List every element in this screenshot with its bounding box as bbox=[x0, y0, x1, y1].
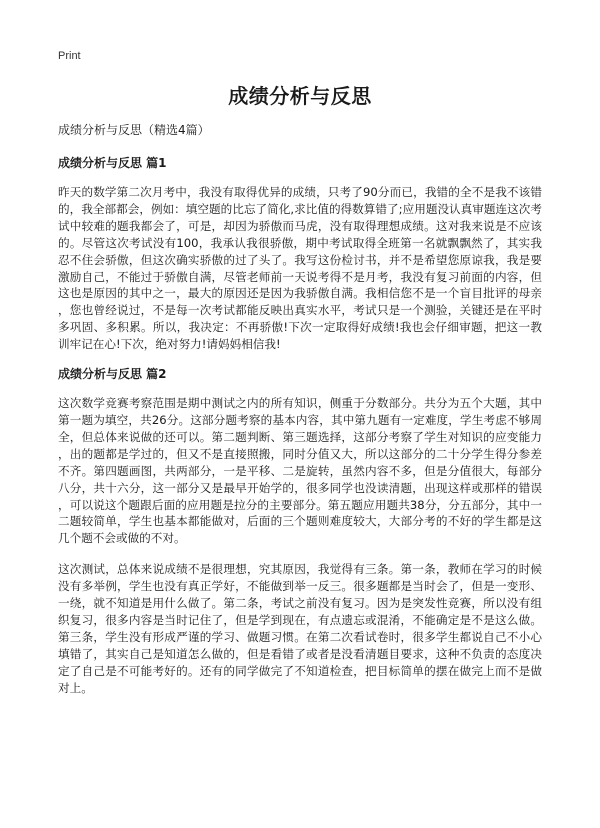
print-link[interactable]: Print bbox=[58, 50, 81, 62]
document-body bbox=[58, 122, 542, 710]
section-heading-1: 成绩分析与反思 篇1 bbox=[58, 156, 167, 170]
section-2-paragraph-2: 这次测试，总体来说成绩不是很理想，究其原因，我觉得有三条。第一条，教师在学习的时候没有多举例，学生也没有真正学好，不能做到举一反三。很多题都是当时会了，但是一变形、一绕，就不知道是用什么做了。第二条，考试之前没有复习。因为是突发性竞赛，所以没有组织复习，很多内容是当时记住了，但是学到现在，有点遗忘或混淆，不能确定是不是这么做。第三条，学生没有形成严谨的学习、做题习惯。在第二次看试卷时，很多学生都说自己不小心填错了，其实自己是知道怎么做的，但是看错了或者是没看清题目要求，这种不负责的态度决定了自己是不可能考好的。还有的同学做完了不知道检查，把目标简单的摆在做完上而不是做对上。 bbox=[58, 562, 542, 695]
section-heading-2: 成绩分析与反思 篇2 bbox=[58, 367, 167, 382]
section-1-paragraph-1: 昨天的数学第二次月考中，我没有取得优异的成绩，只考了90分而已，我错的全不是我不该错的，我全部都会，例如：填空题的比忘了简化,求比值的得数算错了;应用题没认真审题连这次考试中较难的题我都会了，可是，却因为骄傲而马虎，没有取得理想成绩。这对我来说是不应该的。尽管这次考试没有100，我承认我很骄傲，期中考试取得全班第一名就飘飘然了，其实我忍不住会骄傲，但这次确实骄傲的过了头了。我写这份检讨书，并不是希望您原谅我，我是要激励自己，不能过于骄傲自满，尽管老师前一天说考得不是月考，我没有复习前面的内容，但这也是原因的其中之一，最大的原因还是因为我骄傲自满。我相信您不是一个盲目批评的母亲，您也曾经说过，不是每一次考试都能反映出真实水平，考试只是一个测验，关键还是在平时多巩固、多积累。所以，我决定：不再骄傲!下次一定取得好成绩!我也会仔细审题，把这一教训牢记在心!下次，绝对努力!请妈妈相信我! bbox=[58, 185, 542, 352]
document-title: 成绩分析与反思 bbox=[228, 84, 372, 108]
section-2-paragraph-1: 这次数学竞赛考察范围是期中测试之内的所有知识，侧重于分数部分。共分为五个大题，其中第一题为填空，共26分。这部分题考察的基本内容，其中第九题有一定难度，学生考虑不够周全，但总体来说做的还可以。第二题判断、第三题选择，这部分考察了学生对知识的应变能力，出的题都是学过的，但又不是直接照搬，同时分值又大，所以这部分的二十分学生得分参差不齐。第四题画图，共两部分，一是平移、二是旋转，虽然内容不多，但是分值很大，每部分八分，共十六分，这一部分又是最早开始学的，很多同学也没读清题，出现这样或那样的错误，可以说这个题跟后面的应用题是拉分的主要部分。第五题应用题共38分，分五部分，其中一二题较简单，学生也基本都能做对，后面的三个题则难度较大，大部分考的不好的学生都是这几个题不会或做的不对。 bbox=[58, 396, 542, 546]
document-subtitle: 成绩分析与反思（精选4篇） bbox=[58, 123, 210, 137]
